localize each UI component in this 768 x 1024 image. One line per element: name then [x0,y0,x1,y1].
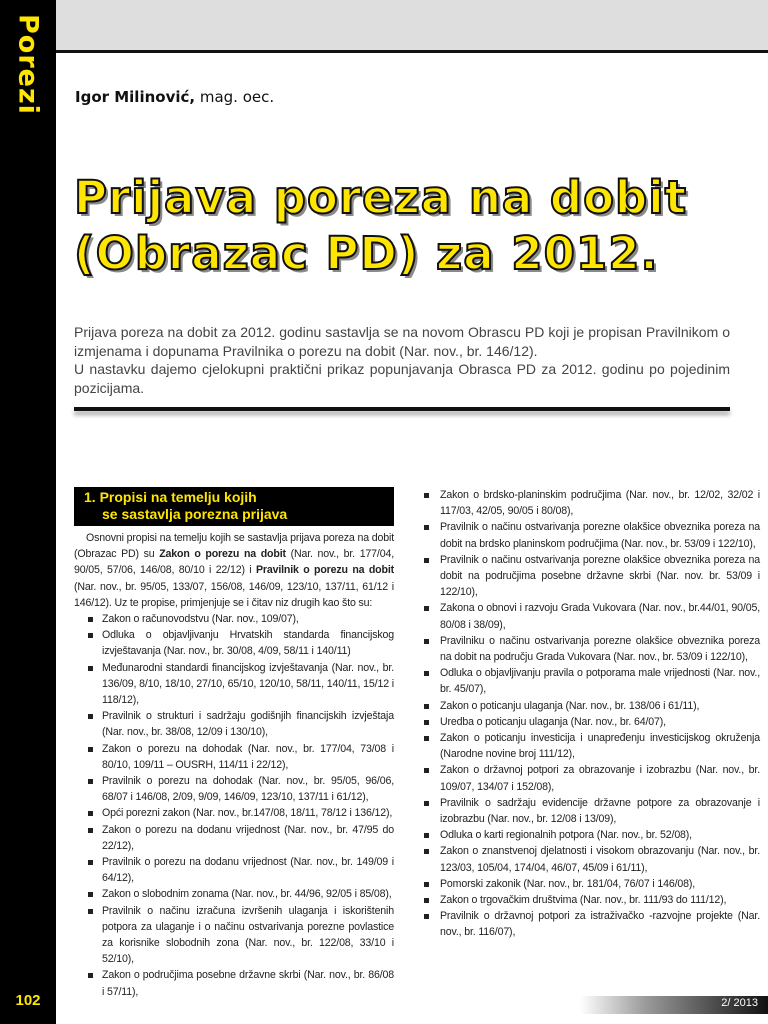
list-item [74,660,394,709]
list-item-text: Uredba o poticanju ulaganja (Nar. nov., br. 64/07), [440,715,666,728]
issue-number: 2/ 2013 [721,997,758,1009]
section-body [74,530,394,611]
bullet-icon [88,779,93,784]
header-band [56,0,768,50]
author-title: mag. oec. [195,88,275,106]
list-item-text: Zakon o porezu na dohodak (Nar. nov., br. 177/04, 73/08 i 80/10, 109/11 – OUSRH, 114/11 i 22/12), [102,742,394,771]
section-heading-line-2: se sastavlja porezna prijava [102,506,288,522]
bullet-icon [88,860,93,865]
regulations-list [424,487,760,941]
list-item [424,795,760,827]
list-item [74,854,394,886]
list-item-text: Pravilnik o porezu na dohodak (Nar. nov., br. 95/05, 96/06, 68/07 i 146/08, 2/09, 9/09, 146/09, 123/10, 137/11 i 61/12), [102,775,394,804]
bullet-icon [88,909,93,914]
regulations-list [74,611,394,1000]
list-item-text: Zakona o obnovi i razvoju Grada Vukovara (Nar. nov., br.44/01, 90/05, 80/08 i 38/09), [440,602,760,631]
list-item [424,665,760,697]
list-item [424,519,760,551]
author-line [75,88,274,106]
list-item [74,611,394,627]
law-name: Pravilnik o porezu na dobit [255,564,394,577]
bullet-icon [88,666,93,671]
sidebar [0,0,56,1024]
list-item [424,698,760,714]
author-name: Igor Milinović, [75,88,196,106]
list-item-text: Zakon o znanstvenoj djelatnosti i visokom obrazovanju (Nar. nov., br. 123/03, 105/04, 174/04, 46/07, 45/09 i 61/11), [440,845,760,874]
list-item [424,714,760,730]
list-item [424,730,760,762]
title-line-1: Prijava poreza na dobit [74,171,688,224]
list-item [74,903,394,968]
bullet-icon [424,736,429,741]
list-item-text: Odluka o karti regionalnih potpora (Nar. nov., br. 52/08), [440,829,692,842]
list-item [424,876,760,892]
list-item-text: Pravilnik o porezu na dodanu vrijednost (Nar. nov., br. 149/09 i 64/12), [102,856,394,885]
intro-paragraph: Prijava poreza na dobit za 2012. godinu sastavlja se na novom Obrascu PD koji je propisan Pravilnikom o izmjenama i dopunama Pravilnika o porezu na dobit (Nar. nov., br. 146/12). [74,324,730,359]
bullet-icon [424,606,429,611]
list-item [424,827,760,843]
right-column [424,487,760,941]
law-name: Zakon o porezu na dobit [159,548,286,561]
header-rule [56,50,768,53]
bullet-icon [424,849,429,854]
list-item-text: Pravilnik o načinu ostvarivanja porezne olakšice obveznika poreza na dobit na područjima posebne državne skrbi (Nar. nov. br. 53/09 i 122/10), [440,553,760,599]
list-item-text: Pravilnik o načinu ostvarivanja porezne olakšice obveznika poreza na dobit na brdsko planinskom područjima (Nar. nov., br. 53/09 i 122/10), [440,521,760,550]
bullet-icon [88,973,93,978]
list-item-text: Međunarodni standardi financijskog izvještavanja (Nar. nov., br. 136/09, 8/10, 18/10, 27/10, 65/10, 120/10, 58/11, 140/11, 15/12 i 118/12), [102,661,394,707]
bullet-icon [424,639,429,644]
bullet-icon [424,768,429,773]
intro-paragraph: U nastavku dajemo cjelokupni praktični prikaz popunjavanja Obrasca PD za 2012. godinu po pojedinim pozicijama. [74,361,730,396]
list-item-text: Odluka o objavljivanju Hrvatskih standarda financijskog izvještavanja (Nar. nov., br. 30/08, 4/09, 58/11 i 140/11) [102,629,394,658]
list-item-text: Pravilnik o strukturi i sadržaju godišnjih financijskih izvještaja (Nar. nov., br. 38/08, 12/09 i 130/10), [102,710,394,739]
bullet-icon [424,493,429,498]
bullet-icon [88,617,93,622]
list-item [424,633,760,665]
title-line-2: (Obrazac PD) za 2012. [74,227,659,280]
bullet-icon [424,898,429,903]
list-item-text: Zakon o brdsko-planinskim područjima (Nar. nov., br. 12/02, 32/02 i 117/03, 42/05, 90/05 i 80/08), [440,489,760,518]
list-item-text: Zakon o trgovačkim društvima (Nar. nov., br. 111/93 do 111/12), [440,894,727,907]
bullet-icon [424,801,429,806]
list-item-text: Zakon o poticanju investicija i unapređenju investicijskog okruženja (Narodne novine broj 111/12), [440,732,760,761]
bullet-icon [424,720,429,725]
list-item [74,805,394,821]
list-item [424,552,760,601]
bullet-icon [88,747,93,752]
list-item-text: Zakon o državnoj potpori za obrazovanje i izobrazbu (Nar. nov., br. 109/07, 134/07 i 152/08), [440,764,760,793]
list-item [424,843,760,875]
bullet-icon [424,525,429,530]
list-item [424,600,760,632]
list-item [424,892,760,908]
list-item [424,487,760,519]
list-item [74,886,394,902]
list-item [424,762,760,794]
list-item-text: Zakon o porezu na dodanu vrijednost (Nar. nov., br. 47/95 do 22/12), [102,823,394,852]
bullet-icon [88,714,93,719]
list-item [424,908,760,940]
bullet-icon [424,671,429,676]
section-heading [74,487,394,526]
page-number: 102 [15,992,41,1009]
bullet-icon [424,914,429,919]
list-item-text: Zakon o poticanju ulaganja (Nar. nov., br. 138/06 i 61/11), [440,699,700,712]
section-heading-line-1: 1. Propisi na temelju kojih [84,489,257,505]
list-item [74,741,394,773]
list-item [74,967,394,999]
list-item-text: Pravilnik o načinu izračuna izvršenih ulaganja i iskorištenih potpora za ulaganje i o načinu ostvarivanja porezne povlastice za korisnike slobodnih zona (Nar. nov., br. 122/08, 33/10 i 52/10), [102,904,394,966]
list-item-text: Zakon o računovodstvu (Nar. nov., 109/07), [102,613,299,626]
list-item-text: Pomorski zakonik (Nar. nov., br. 181/04, 76/07 i 146/08), [440,877,696,890]
list-item [74,627,394,659]
left-column [74,487,394,1000]
body-text-a: Osnovni propisi na temelju kojih se sastavlja prijava poreza na dobit (Obrazac PD) su [74,532,394,561]
list-item-text: Zakon o područjima posebne državne skrbi (Nar. nov., br. 86/08 i 57/11), [102,969,394,998]
bullet-icon [88,892,93,897]
list-item [74,773,394,805]
bullet-icon [424,882,429,887]
divider [74,407,730,411]
bullet-icon [424,704,429,709]
bullet-icon [424,833,429,838]
bullet-icon [424,558,429,563]
article-title [74,170,754,282]
bullet-icon [88,828,93,833]
bullet-icon [88,811,93,816]
list-item-text: Pravilniku o načinu ostvarivanja porezne olakšice obveznika poreza na dobit na području Grada Vukovara (Nar. nov., br. 53/09 i 122/10), [440,634,760,664]
intro [74,323,730,397]
body-text-c: (Nar. nov., br. 95/05, 133/07, 156/08, 146/09, 123/10, 137/11, 61/12 i 146/12). Uz te propise, primjenjuje se i čitav niz drugih kao što su: [74,580,394,609]
list-item-text: Zakon o slobodnim zonama (Nar. nov., br. 44/96, 92/05 i 85/08), [102,888,392,901]
list-item [74,822,394,854]
bullet-icon [88,633,93,638]
list-item [74,708,394,740]
list-item-text: Pravilnik o sadržaju evidencije državne potpore za obrazovanje i izobrazbu (Nar. nov., br. 12/08 i 13/09), [440,796,760,826]
list-item-text: Pravilnik o državnoj potpori za istraživačko -razvojne projekte (Nar. nov., br. 116/07), [440,910,760,939]
list-item-text: Odluka o objavljivanju pravila o potporama male vrijednosti (Nar. nov., br. 45/07), [440,667,760,696]
section-tag: Porezi [12,14,44,115]
body-text-b: (Nar. nov., br. 177/04, 90/05, 57/06, 146/08, 80/10 i 22/12) i [74,548,394,577]
list-item-text: Opći porezni zakon (Nar. nov., br.147/08, 18/11, 78/12 i 136/12), [102,807,393,820]
